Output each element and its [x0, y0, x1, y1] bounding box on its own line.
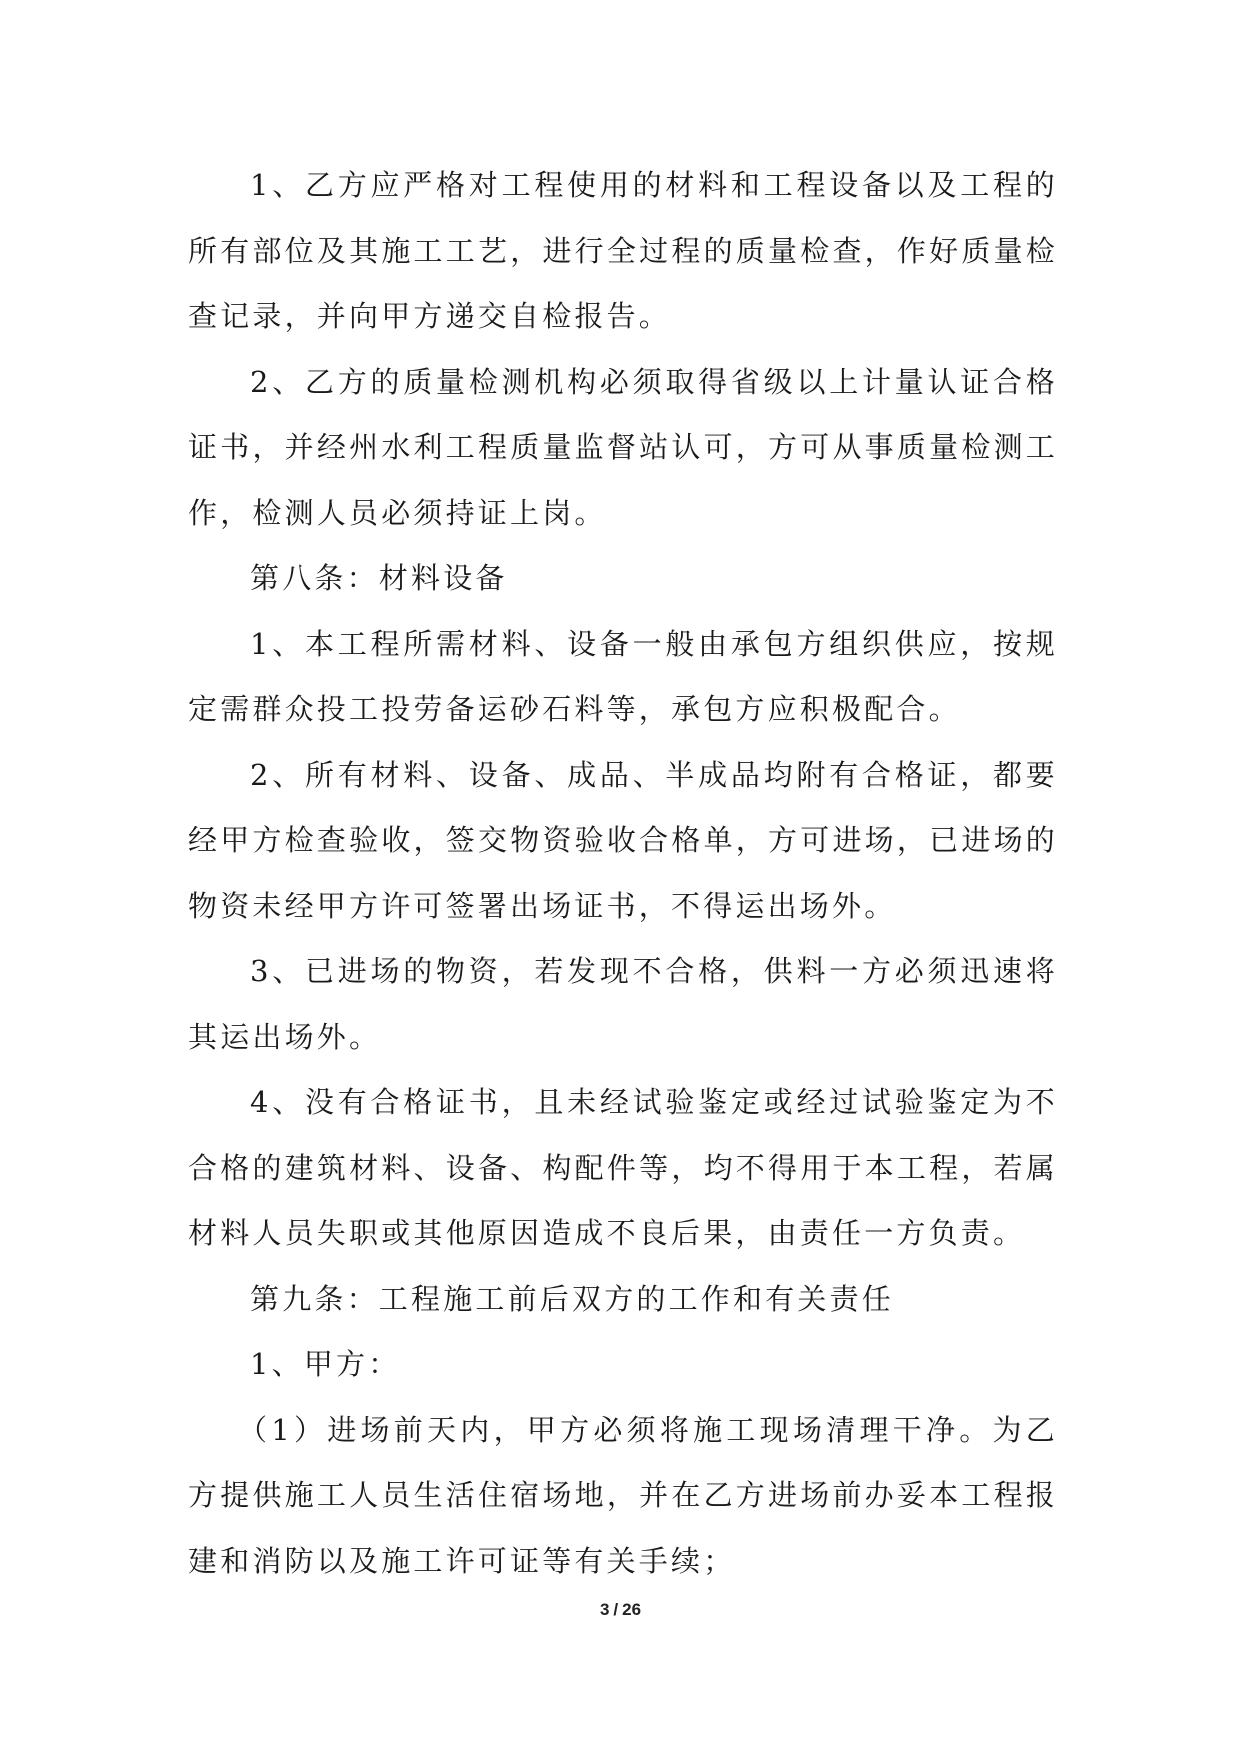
paragraph-site-preparation: （1）进场前天内，甲方必须将施工现场清理干净。为乙方提供施工人员生活住宿场地，并在乙方进场前办妥本工程报建和消防以及施工许可证等有关手续； [188, 1412, 1058, 1578]
page-current: 3 [599, 1600, 610, 1619]
party-a-label: 1、甲方： [250, 1347, 401, 1381]
page-separator: / [613, 1600, 619, 1619]
article-8-heading: 第八条：材料设备 [250, 561, 508, 595]
article-9-heading: 第九条：工程施工前后双方的工作和有关责任 [250, 1281, 895, 1316]
paragraph-unqualified-materials: 3、已进场的物资，若发现不合格，供料一方必须迅速将其运出场外。 [188, 954, 1058, 1054]
paragraph-quality-check: 1、乙方应严格对工程使用的材料和工程设备以及工程的所有部位及其施工工艺，进行全过程的质量检查，作好质量检查记录，并向甲方递交自检报告。 [188, 168, 1058, 333]
paragraph-uncertified-materials: 4、没有合格证书，且未经试验鉴定或经过试验鉴定为不合格的建筑材料、设备、构配件等，均不得用于本工程，若属材料人员失职或其他原因造成不良后果，由责任一方负责。 [188, 1085, 1058, 1250]
page-total: 26 [622, 1600, 642, 1619]
paragraph-testing-agency: 2、乙方的质量检测机构必须取得省级以上计量认证合格证书，并经州水利工程质量监督站认可，方可从事质量检测工作，检测人员必须持证上岗。 [188, 364, 1058, 530]
document-body [188, 153, 1058, 1594]
page-number [0, 1600, 1241, 1620]
paragraph-material-supply: 1、本工程所需材料、设备一般由承包方组织供应，按规定需群众投工投劳备运砂石料等，承包方应积极配合。 [188, 626, 1058, 726]
paragraph-material-certificates: 2、所有材料、设备、成品、半成品均附有合格证，都要经甲方检查验收，签交物资验收合格单，方可进场，已进场的物资未经甲方许可签署出场证书，不得运出场外。 [188, 757, 1058, 923]
